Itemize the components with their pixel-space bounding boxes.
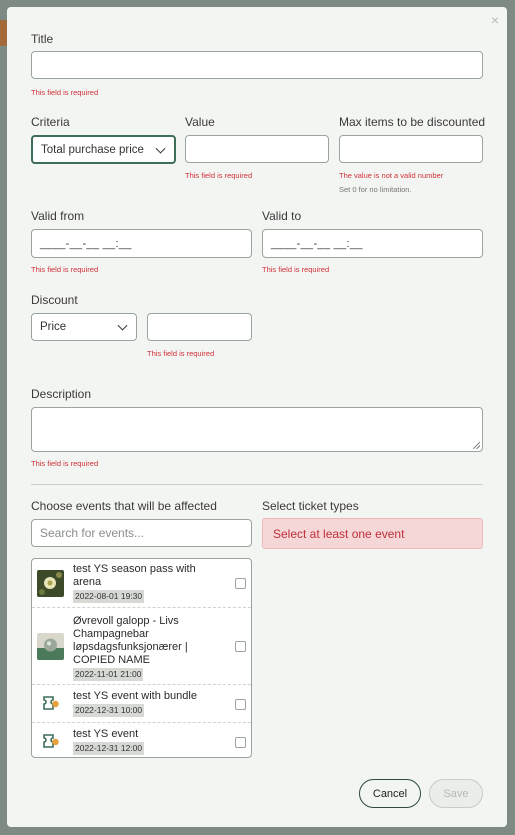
criteria-selected-value: Total purchase price	[41, 143, 144, 156]
events-label: Choose events that will be affected	[31, 499, 217, 513]
description-label: Description	[31, 387, 92, 401]
max-items-input[interactable]	[339, 135, 483, 163]
valid-to-label: Valid to	[262, 209, 302, 223]
ticket-icon	[41, 731, 61, 751]
event-date: 2022-12-31 12:00	[75, 743, 143, 753]
valid-from-error: This field is required	[31, 265, 99, 274]
chevron-down-icon	[118, 321, 128, 331]
title-error: This field is required	[31, 88, 99, 97]
event-date: 2022-12-31 10:00	[75, 705, 143, 715]
event-checkbox[interactable]	[235, 641, 246, 652]
description-error: This field is required	[31, 459, 99, 468]
discount-error: This field is required	[147, 349, 215, 358]
valid-from-input[interactable]	[31, 229, 252, 258]
list-item[interactable]	[32, 685, 251, 723]
title-input[interactable]	[31, 51, 483, 79]
ticket-types-alert	[262, 518, 483, 549]
title-label: Title	[31, 32, 54, 46]
valid-to-mask: ____-__-__ __:__	[271, 237, 363, 250]
max-items-hint: Set 0 for no limitation.	[339, 185, 412, 194]
discount-type-selected: Price	[40, 321, 67, 333]
ticket-types-alert-text: Select at least one event	[273, 526, 405, 541]
event-search-placeholder: Search for events...	[40, 526, 145, 540]
event-checkbox[interactable]	[235, 737, 246, 748]
criteria-label: Criteria	[31, 115, 70, 129]
valid-from-mask: ____-__-__ __:__	[40, 237, 132, 250]
event-checkbox[interactable]	[235, 578, 246, 589]
valid-from-label: Valid from	[31, 209, 85, 223]
event-name: test YS season pass with arena	[73, 563, 196, 588]
ticket-types-label: Select ticket types	[262, 499, 359, 513]
event-name: Øvrevoll galopp - Livs Champagnebar løpsdagsfunksjonærer | COPIED NAME	[73, 615, 188, 666]
ticket-icon	[41, 693, 61, 713]
list-item[interactable]	[32, 608, 251, 685]
description-textarea[interactable]	[31, 407, 483, 452]
max-items-error: The value is not a valid number	[339, 171, 444, 180]
event-name: test YS event with bundle	[73, 690, 197, 702]
close-icon[interactable]: ×	[490, 12, 499, 28]
event-checkbox[interactable]	[235, 699, 246, 710]
cancel-button[interactable]	[359, 779, 421, 808]
valid-to-error: This field is required	[262, 265, 330, 274]
events-list	[31, 558, 252, 758]
list-item[interactable]	[32, 559, 251, 608]
save-button-label: Save	[443, 787, 469, 800]
discount-modal	[7, 7, 507, 827]
section-divider	[31, 484, 483, 485]
save-button[interactable]	[429, 779, 483, 808]
valid-to-input[interactable]	[262, 229, 483, 258]
chevron-down-icon	[156, 143, 166, 153]
flower-thumbnail-icon	[37, 570, 64, 597]
list-item[interactable]	[32, 723, 251, 758]
event-name: test YS event	[73, 728, 139, 740]
value-error: This field is required	[185, 171, 253, 180]
value-label: Value	[185, 115, 215, 129]
discount-type-select[interactable]	[31, 313, 137, 341]
criteria-select[interactable]	[31, 135, 176, 164]
event-date: 2022-08-01 19:30	[75, 591, 143, 601]
cancel-button-label: Cancel	[372, 787, 408, 800]
discount-label: Discount	[31, 293, 78, 307]
resize-handle-icon[interactable]	[473, 442, 480, 449]
event-date: 2022-11-01 21:00	[75, 669, 142, 679]
discount-value-input[interactable]	[147, 313, 252, 341]
value-input[interactable]	[185, 135, 329, 163]
ball-thumbnail-icon	[37, 633, 64, 660]
max-items-label: Max items to be discounted	[339, 115, 486, 129]
event-search-input[interactable]	[31, 519, 252, 547]
